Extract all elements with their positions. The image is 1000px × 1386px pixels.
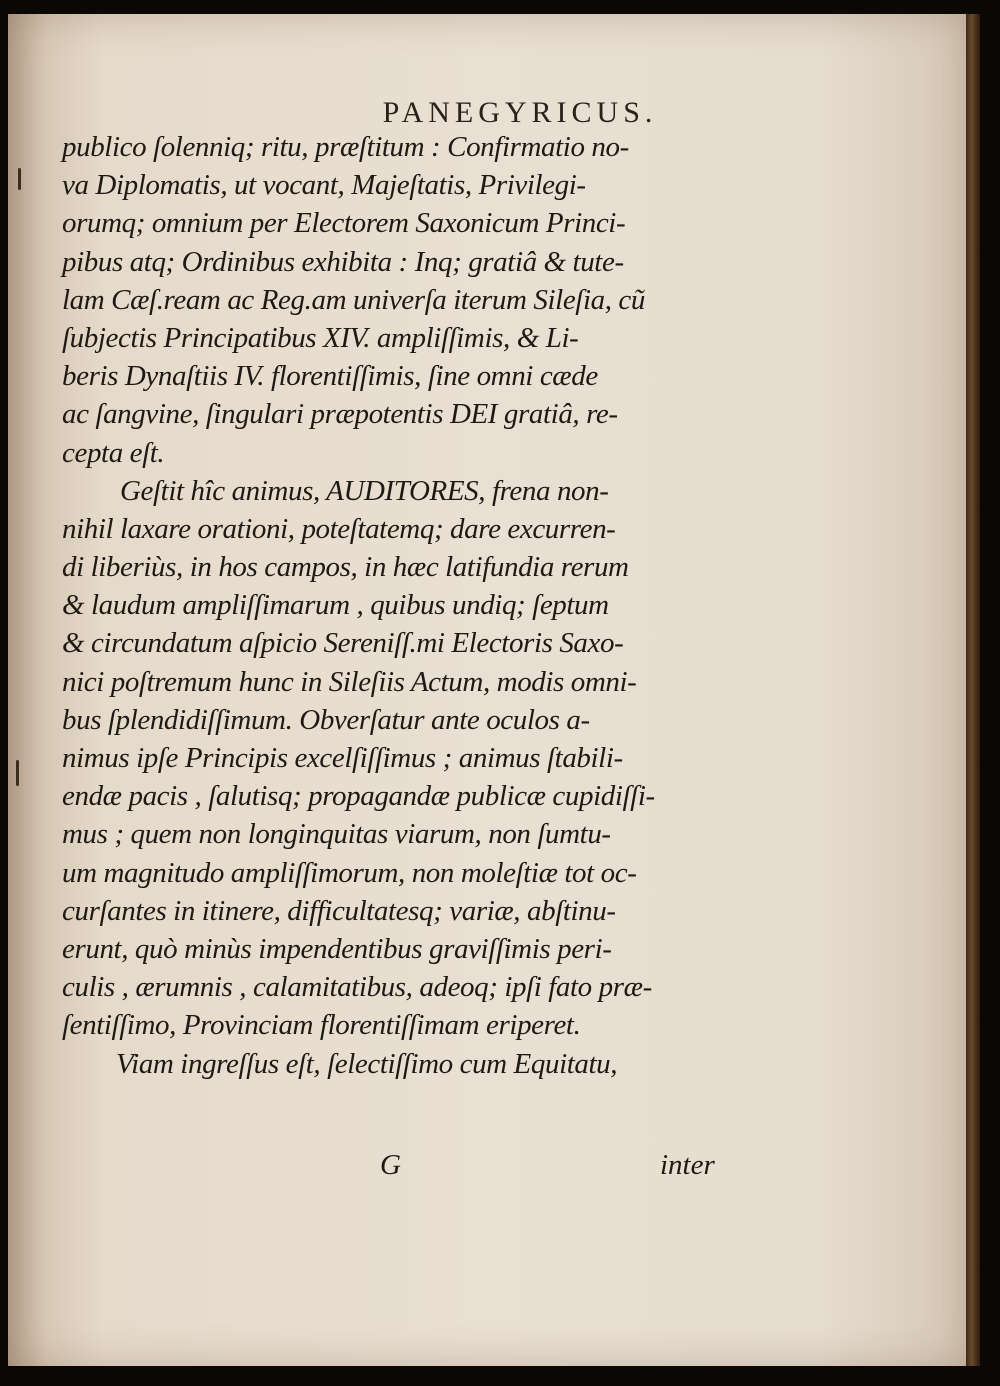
- text-line: nimus ipſe Principis excelſiſſimus ; animus ſtabili-: [62, 742, 623, 774]
- paragraph-start-line: Viam ingreſſus eſt, ſelectiſſimo cum Equitatu,: [116, 1047, 618, 1080]
- text-line: ſentiſſimo, Provinciam florentiſſimam eriperet.: [62, 1009, 581, 1042]
- text-line: va Diplomatis, ut vocant, Majeſtatis, Privilegi-: [62, 169, 586, 202]
- paragraph-start-line: Geſtit hîc animus, AUDITORES, frena non-: [120, 474, 609, 507]
- text-line: pibus atq; Ordinibus exhibita : Inq; gratiâ & tute-: [62, 245, 624, 278]
- text-line: curſantes in itinere, difficultatesq; variæ, abſtinu-: [62, 894, 616, 927]
- ink-speck: [16, 760, 19, 786]
- signature-mark: G: [380, 1149, 401, 1181]
- text-line: bus ſplendidiſſimum. Obverſatur ante oculos a-: [62, 703, 590, 736]
- ink-speck: [18, 168, 21, 190]
- catchword: inter: [660, 1149, 715, 1181]
- text-line: endæ pacis , ſalutisq; propagandæ publicæ cupidiſſi-: [62, 780, 655, 813]
- text-line: culis , ærumnis , calamitatibus, adeoq; ipſi fato præ-: [62, 971, 652, 1004]
- text-line: ac ſangvine, ſingulari præpotentis DEI gratiâ, re-: [62, 398, 618, 431]
- text-line: publico ſolenniq; ritu, præſtitum : Confirmatio no-: [62, 131, 629, 163]
- text-line: orumq; omnium per Electorem Saxonicum Princi-: [62, 207, 626, 240]
- book-edge: [966, 14, 980, 1366]
- text-line: ſubjectis Principatibus XIV. ampliſſimis, & Li-: [62, 321, 579, 354]
- text-line: nihil laxare orationi, poteſtatemq; dare excurren-: [62, 512, 616, 545]
- text-line: erunt, quò minùs impendentibus graviſſimis peri-: [62, 932, 612, 965]
- text-line: lam Cæſ.ream ac Reg.am univerſa iterum Sileſia, cũ: [62, 283, 645, 316]
- text-line: & laudum ampliſſimarum , quibus undiq; ſeptum: [62, 589, 609, 622]
- text-line: & circundatum aſpicio Sereniſſ.mi Electoris Saxo-: [62, 627, 624, 660]
- body-text: [62, 128, 762, 1083]
- text-line: mus ; quem non longinquitas viarum, non ſumtu-: [62, 818, 611, 851]
- text-line: um magnitudo ampliſſimorum, non moleſtiæ tot oc-: [62, 856, 637, 889]
- text-line: di liberiùs, in hos campos, in hæc latifundia rerum: [62, 551, 629, 584]
- running-head: PANEGYRICUS.: [382, 96, 658, 129]
- text-line: beris Dynaſtiis IV. florentiſſimis, ſine omni cæde: [62, 360, 598, 393]
- text-line: cepta eſt.: [62, 436, 165, 469]
- text-line: nici poſtremum hunc in Sileſiis Actum, modis omni-: [62, 665, 637, 698]
